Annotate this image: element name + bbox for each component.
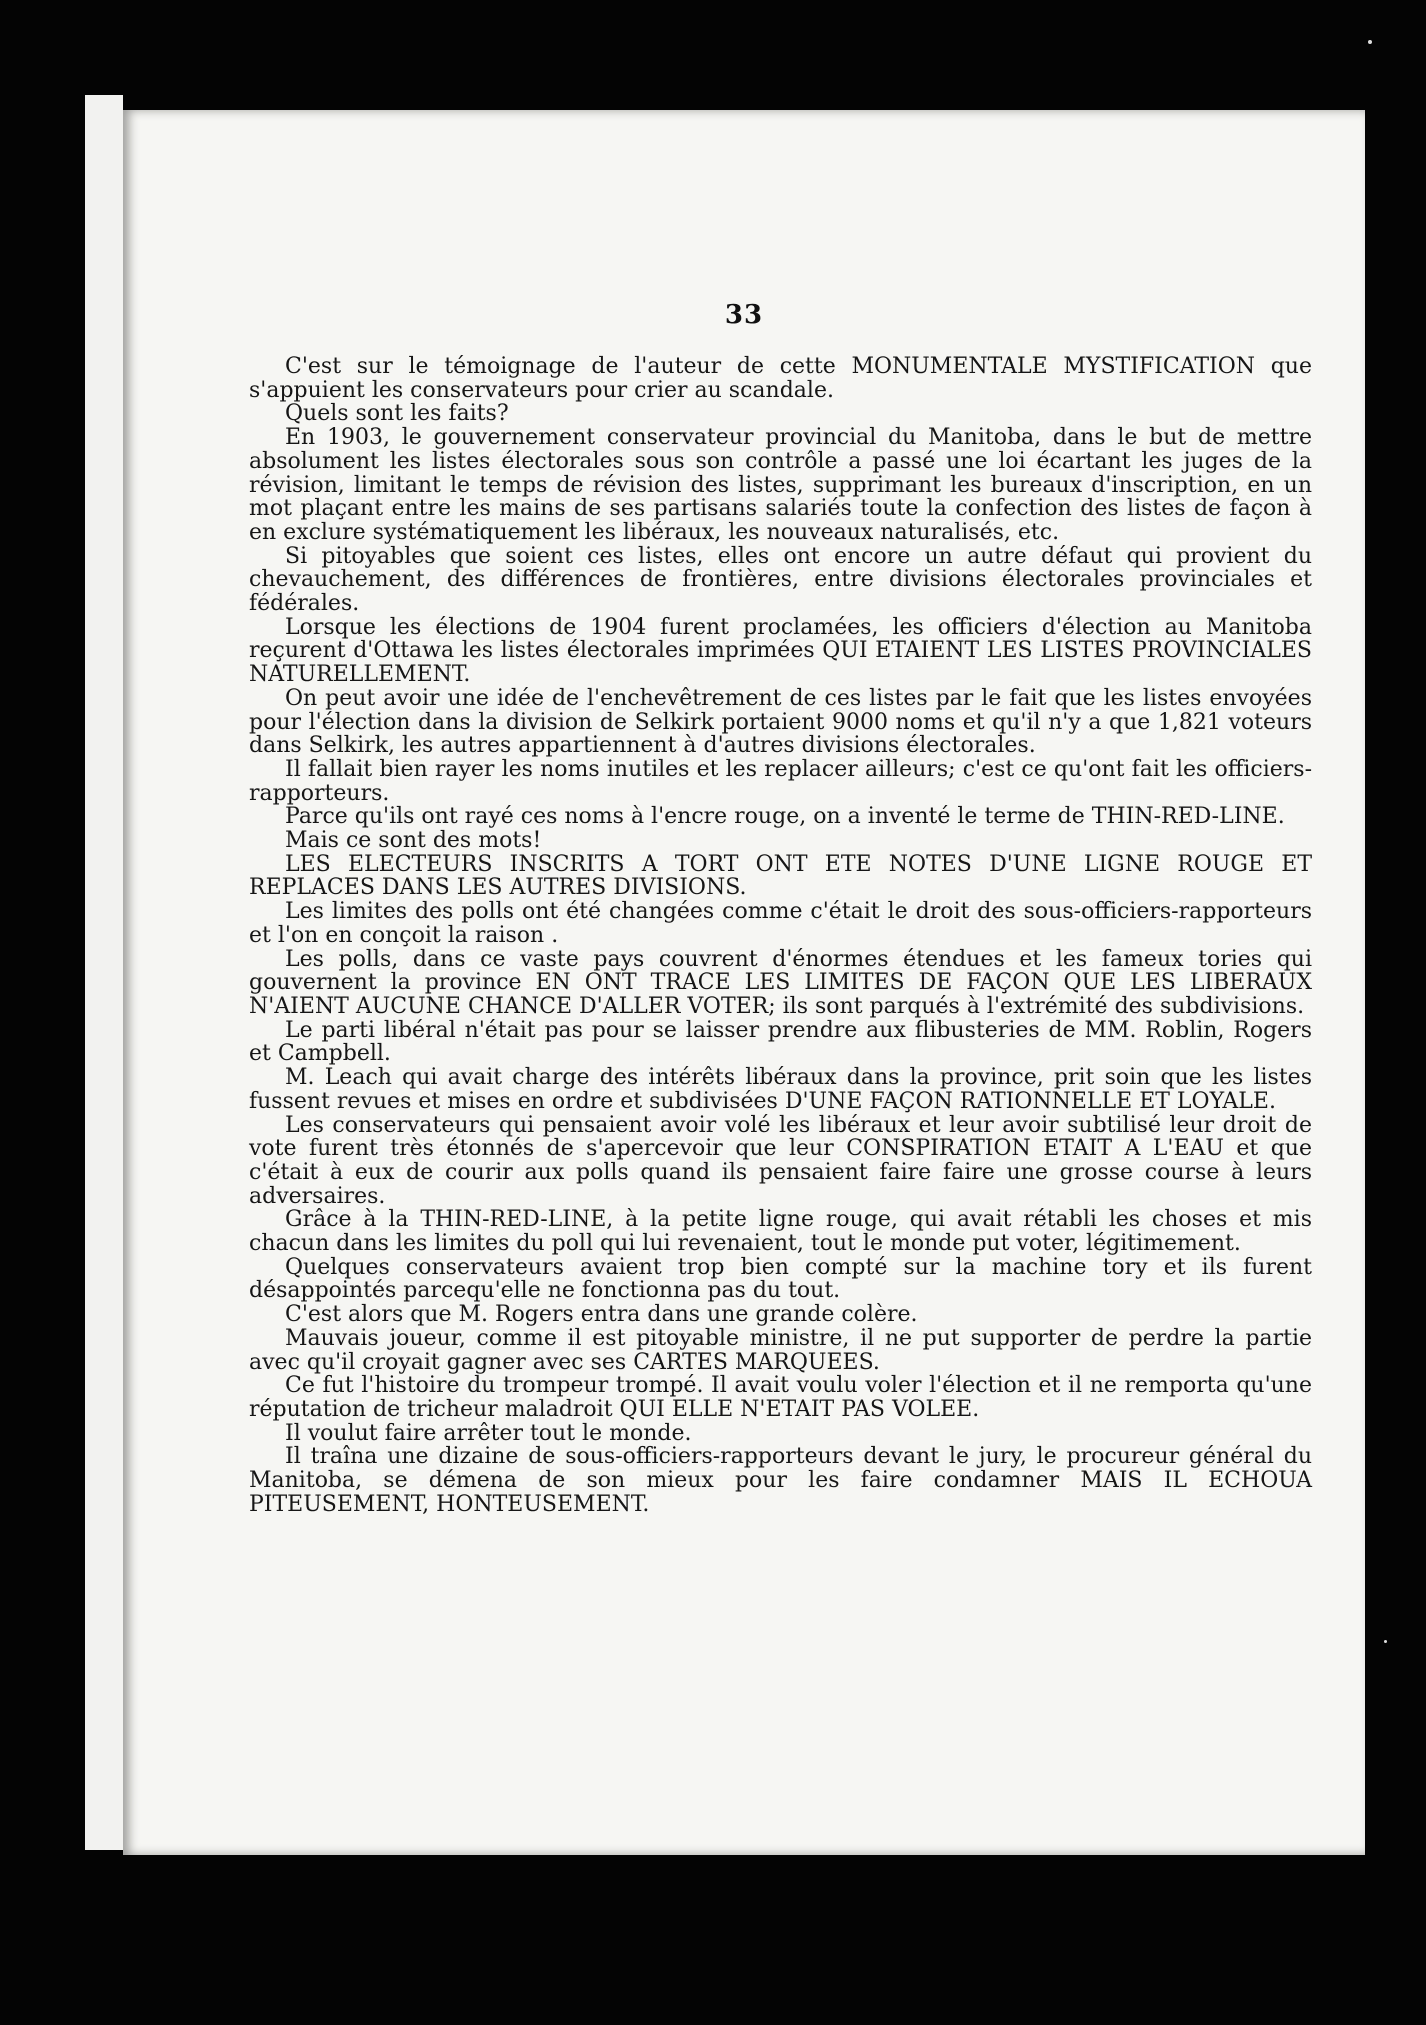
paragraph: Les polls, dans ce vaste pays couvrent d'énormes étendues et les fameux tories qui gouvernent la province EN ONT TRACE LES LIMITES DE FAÇON QUE LES LIBERAUX N'AIENT AUCUNE CHANCE D'ALLER VOTER; ils sont parqués à l'extrémité des subdivisions.: [249, 946, 1312, 1019]
paragraph: Mauvais joueur, comme il est pitoyable ministre, il ne put supporter de perdre la partie avec qu'il croyait gagner avec ses CARTES MARQUEES.: [249, 1325, 1312, 1375]
scan-speck: [1368, 40, 1372, 44]
paragraph: En 1903, le gouvernement conservateur provincial du Manitoba, dans le but de mettre absolument les listes électorales sous son contrôle a passé une loi écartant les juges de la révision, limitant le temps de révision des listes, supprimant les bureaux d'inscription, en un mot plaçant entre les mains de ses partisans salariés toute la confection des listes de façon à en exclure systématiquement les libéraux, les nouveaux naturalisés, etc.: [249, 425, 1312, 545]
paragraph: Quels sont les faits?: [285, 401, 509, 427]
paragraph: On peut avoir une idée de l'enchevêtrement de ces listes par le fait que les listes envoyées pour l'élection dans la division de Selkirk portaient 9000 noms et qu'il n'y a que 1,821 voteurs dans Selkirk, les autres appartiennent à d'autres divisions électorales.: [249, 685, 1312, 759]
paragraph: C'est alors que M. Rogers entra dans une grande colère.: [285, 1302, 918, 1328]
paragraph: Ce fut l'histoire du trompeur trompé. Il avait voulu voler l'élection et il ne remporta qu'une réputation de tricheur maladroit QUI ELLE N'ETAIT PAS VOLEE.: [249, 1373, 1312, 1422]
paragraph: Si pitoyables que soient ces listes, elles ont encore un autre défaut qui provient du chevauchement, des différences de frontières, entre divisions électorales provinciales et fédérales.: [249, 543, 1312, 617]
paragraph: Parce qu'ils ont rayé ces noms à l'encre rouge, on a inventé le terme de THIN-RED-LINE.: [285, 804, 1285, 830]
paragraph: Le parti libéral n'était pas pour se laisser prendre aux flibusteries de MM. Roblin, Rogers et Campbell.: [249, 1017, 1312, 1067]
paragraph: C'est sur le témoignage de l'auteur de cette MONUMENTALE MYSTIFICATION que s'appuient les conservateurs pour crier au scandale.: [249, 354, 1312, 403]
paragraph: M. Leach qui avait charge des intérêts libéraux dans la province, prit soin que les listes fussent revues et mises en ordre et subdivisées D'UNE FAÇON RATIONNELLE ET LOYALE.: [249, 1065, 1312, 1114]
facing-page-edge: [85, 95, 123, 1850]
page-number: 33: [724, 300, 764, 330]
paragraph: Il voulut faire arrêter tout le monde.: [285, 1420, 692, 1446]
body-text: [249, 355, 1312, 1516]
document-page: [123, 110, 1365, 1855]
paragraph: Grâce à la THIN-RED-LINE, à la petite ligne rouge, qui avait rétabli les choses et mis chacun dans les limites du poll qui lui revenaient, tout le monde put voter, légitimement.: [249, 1207, 1312, 1257]
paragraph: Il traîna une dizaine de sous-officiers-rapporteurs devant le jury, le procureur général du Manitoba, se démena de son mieux pour les faire condamner MAIS IL ECHOUA PITEUSEMENT, HONTEUSEMENT.: [249, 1444, 1312, 1517]
paragraph: Mais ce sont des mots!: [285, 828, 542, 854]
scan-speck: [1384, 1640, 1387, 1643]
paragraph: Il fallait bien rayer les noms inutiles et les replacer ailleurs; c'est ce qu'ont fait les officiers-rapporteurs.: [249, 756, 1312, 806]
paragraph: Quelques conservateurs avaient trop bien compté sur la machine tory et ils furent désappointés parcequ'elle ne fonctionna pas du tout.: [249, 1254, 1312, 1304]
paragraph: Les conservateurs qui pensaient avoir volé les libéraux et leur avoir subtilisé leur droit de vote furent très étonnés de s'apercevoir que leur CONSPIRATION ETAIT A L'EAU et que c'était à eux de courir aux polls quand ils pensaient faire faire une grosse course à leurs adversaires.: [249, 1112, 1312, 1209]
paragraph: Les limites des polls ont été changées comme c'était le droit des sous-officiers-rapporteurs et l'on en conçoit la raison .: [249, 899, 1312, 948]
paragraph: Lorsque les élections de 1904 furent proclamées, les officiers d'élection au Manitoba reçurent d'Ottawa les listes électorales imprimées QUI ETAIENT LES LISTES PROVINCIALES NATURELLEMENT.: [249, 614, 1312, 688]
paragraph: LES ELECTEURS INSCRITS A TORT ONT ETE NOTES D'UNE LIGNE ROUGE ET REPLACES DANS LES AUTRES DIVISIONS.: [249, 851, 1312, 901]
